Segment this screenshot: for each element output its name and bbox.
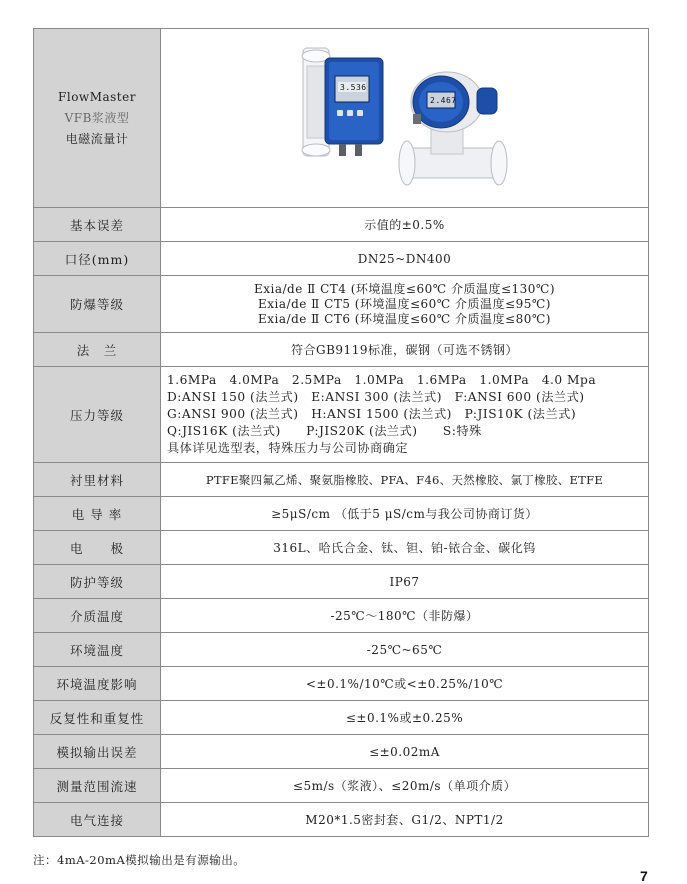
spec-row — [34, 463, 649, 497]
spec-label: 法 兰 — [34, 333, 161, 367]
spec-value: PTFE聚四氟乙烯、聚氨脂橡胶、PFA、F46、天然橡胶、氯丁橡胶、ETFE — [161, 463, 649, 497]
spec-label: 环境温度影响 — [34, 667, 161, 701]
spec-line: D:ANSI 150 (法兰式) E:ANSI 300 (法兰式) F:ANSI 600 (法兰式) — [167, 390, 585, 404]
spec-line: Q:JIS16K (法兰式) P:JIS20K (法兰式) S:特殊 — [167, 424, 482, 438]
spec-label: 防护等级 — [34, 565, 161, 599]
spec-row — [34, 667, 649, 701]
product-image-cell — [161, 29, 649, 208]
spec-row — [34, 565, 649, 599]
spec-row — [34, 276, 649, 333]
product-name: 电磁流量计 — [65, 131, 129, 146]
spec-value: <±0.1%/10℃或<±0.25%/10℃ — [161, 667, 649, 701]
spec-label: 环境温度 — [34, 633, 161, 667]
spec-value: IP67 — [161, 565, 649, 599]
spec-row — [34, 497, 649, 531]
spec-value: M20*1.5密封套、G1/2、NPT1/2 — [161, 803, 649, 837]
spec-row — [34, 531, 649, 565]
spec-label: 防爆等级 — [34, 276, 161, 333]
spec-label: 电 极 — [34, 531, 161, 565]
flowmeter-left-image — [302, 48, 383, 156]
spec-table — [33, 28, 649, 837]
spec-row — [34, 735, 649, 769]
spec-row — [34, 803, 649, 837]
spec-row — [34, 701, 649, 735]
spec-value: -25℃～180℃（非防爆） — [161, 599, 649, 633]
spec-line: G:ANSI 900 (法兰式) H:ANSI 1500 (法兰式) P:JIS10K (法兰式) — [167, 407, 577, 421]
series-name: VFB浆液型 — [64, 110, 130, 125]
spec-line: 具体详见选型表，特殊压力与公司协商确定 — [167, 441, 409, 455]
flowmeter-right-image — [399, 72, 507, 185]
spec-label: 电气连接 — [34, 803, 161, 837]
right-display-reading: 2.467 — [429, 95, 457, 105]
spec-value: ≤5m/s（浆液）、≤20m/s（单项介质） — [161, 769, 649, 803]
spec-value: DN25~DN400 — [161, 242, 649, 276]
spec-line: Exia/de Ⅱ CT4 (环境温度≤60℃ 介质温度≤130℃) — [253, 281, 556, 296]
left-display-reading: 3.536 — [339, 82, 367, 92]
spec-value: ≤±0.1%或±0.25% — [161, 701, 649, 735]
spec-value: 示值的±0.5% — [161, 208, 649, 242]
spec-value-multiline — [161, 276, 649, 333]
spec-row — [34, 633, 649, 667]
page-number: 7 — [640, 868, 648, 884]
spec-value: -25℃~65℃ — [161, 633, 649, 667]
flowmeter-illustration — [285, 36, 525, 201]
brand-name: FlowMaster — [58, 89, 136, 104]
spec-row — [34, 769, 649, 803]
spec-row — [34, 599, 649, 633]
spec-row — [34, 333, 649, 367]
spec-value: 316L、哈氏合金、钛、钽、铂-铱合金、碳化钨 — [161, 531, 649, 565]
spec-label: 测量范围流速 — [34, 769, 161, 803]
spec-row — [34, 208, 649, 242]
spec-value: 符合GB9119标准，碳钢（可选不锈钢） — [161, 333, 649, 367]
product-row — [34, 29, 649, 208]
spec-label: 模拟输出误差 — [34, 735, 161, 769]
spec-label: 介质温度 — [34, 599, 161, 633]
spec-label: 口径(mm) — [34, 242, 161, 276]
spec-row — [34, 367, 649, 463]
spec-line: Exia/de Ⅱ CT5 (环境温度≤60℃ 介质温度≤95℃) — [258, 296, 551, 311]
product-name-cell — [34, 29, 161, 208]
spec-line: 1.6MPa 4.0MPa 2.5MPa 1.0MPa 1.6MPa 1.0MPa 4.0 Mpa — [167, 373, 597, 387]
spec-label: 电 导 率 — [34, 497, 161, 531]
spec-value: ≤±0.02mA — [161, 735, 649, 769]
spec-line: Exia/de Ⅱ CT6 (环境温度≤60℃ 介质温度≤80℃) — [258, 311, 551, 326]
spec-label: 反复性和重复性 — [34, 701, 161, 735]
spec-value: ≥5μS/cm （低于5 μS/cm与我公司协商订货） — [161, 497, 649, 531]
spec-value-multiline — [161, 367, 649, 463]
spec-label: 衬里材料 — [34, 463, 161, 497]
spec-label: 压力等级 — [34, 367, 161, 463]
spec-label: 基本误差 — [34, 208, 161, 242]
footnote: 注：4mA-20mA模拟输出是有源输出。 — [33, 853, 246, 867]
spec-row — [34, 242, 649, 276]
